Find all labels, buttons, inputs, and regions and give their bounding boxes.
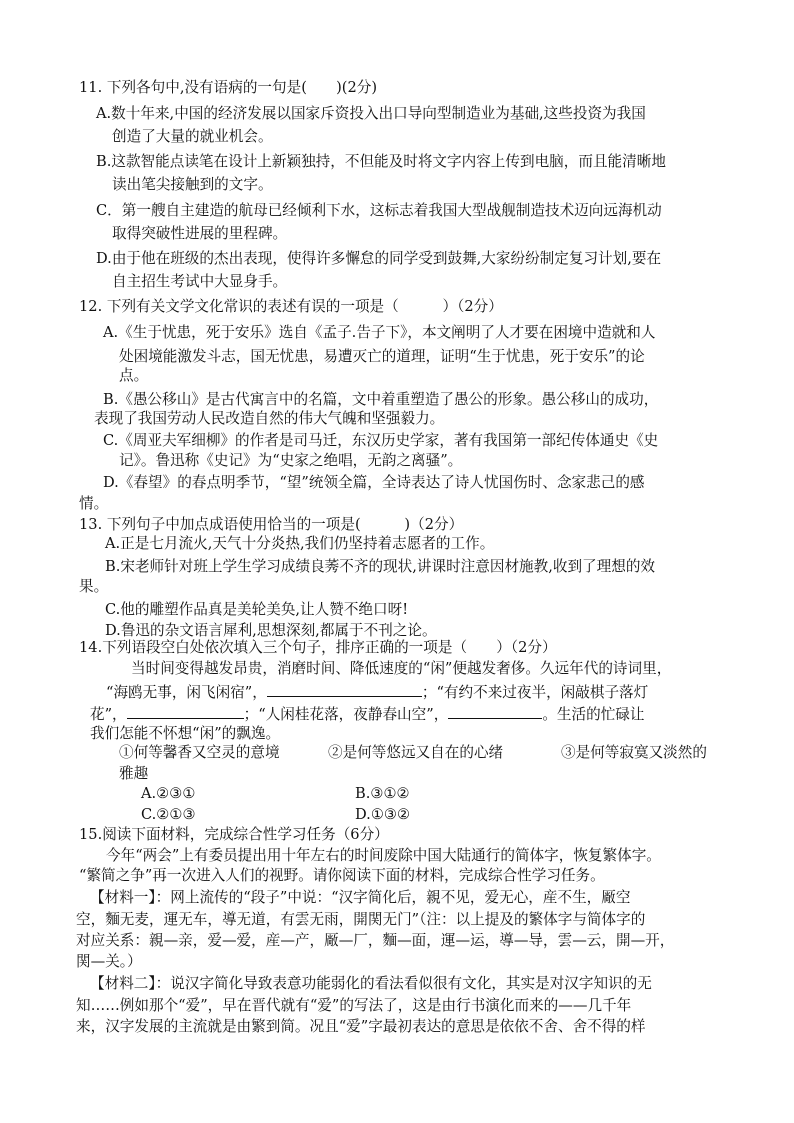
question-15-stem: 15.阅读下面材料，完成综合性学习任务（6分） <box>79 826 389 843</box>
q12-option-d-line1: D.《春望》的春点明季节，“望”统领全篇，全诗表达了诗人忧国伤时、念家悲己的感 <box>103 474 645 491</box>
q14-passage-text: “海鸥无事，闲飞闲宿”， <box>106 684 267 701</box>
answer-blank-2[interactable] <box>127 703 244 719</box>
q11-option-c-line1: C．第一艘自主建造的航母已经倾利下水，这标志着我国大型战舰制造技术迈向远海机动 <box>96 202 662 219</box>
material-1-line2: 空，麵无麦，運无车，導无道，有雲无雨，開関无门”（注：以上提及的繁体字与简体字的 <box>76 911 646 928</box>
q14-sentence-3: ③是何等寂寞又淡然的 <box>561 744 707 761</box>
question-12-stem: 12. 下列有关文学文化常识的表述有误的一项是（ ）（2分） <box>79 298 503 315</box>
q13-option-d: D.鲁迅的杂文语言犀利,思想深刻,都属于不刊之论。 <box>105 622 437 639</box>
q14-passage-line1: 当时间变得越发昂贵，消磨时间、降低速度的“闲”便越发奢侈。久远年代的诗词里， <box>131 660 672 677</box>
q11-option-d-line1: D.由于他在班级的杰出表现，使得许多懈怠的同学受到鼓舞,大家纷纷制定复习计划,要在 <box>96 250 662 267</box>
material-2-line2: 知……例如那个“爱”，早在晋代就有“爱”的写法了，这是由行书演化而来的——几千年 <box>76 997 632 1014</box>
q12-option-a-line3: 点。 <box>119 367 149 384</box>
q12-option-a-line2: 处困境能激发斗志，国无忧患，易遭灭亡的道理，证明“生于忧患，死于安乐”的论 <box>119 348 645 365</box>
q15-intro-line1: 今年“两会”上有委员提出用十年左右的时间废除中国大陆通行的简体字，恢复繁体字。 <box>106 847 661 864</box>
q13-option-c: C.他的雕塑作品真是美轮美奂,让人赞不绝口呀! <box>105 601 409 618</box>
question-14-stem: 14.下列语段空白处依次填入三个句子，排序正确的一项是（ ）（2分） <box>79 639 557 656</box>
q12-option-b-line2: 表现了我国劳动人民改造自然的伟大气魄和坚强毅力。 <box>94 410 445 427</box>
q11-option-d-line2: 自主招生考试中大显身手。 <box>112 273 288 290</box>
q12-option-b-line1: B.《愚公移山》是古代寓言中的名篇，文中着重塑造了愚公的形象。愚公移山的成功， <box>103 391 659 408</box>
answer-blank-3[interactable] <box>448 703 542 719</box>
material-1-line4: 関—关。） <box>76 953 142 970</box>
material-1-line3: 对应关系：親—亲，爱—爱，産—产，厰—厂，麵—面，運—运，導—导，雲—云，開—开， <box>76 932 675 949</box>
q14-choice-b: B.③①② <box>355 785 410 802</box>
q13-option-a: A.正是七月流火,天气十分炎热,我们仍坚持着志愿者的工作。 <box>105 535 495 552</box>
q14-choice-a: A.②③① <box>141 785 196 802</box>
q15-intro-line2: “繁简之争”再一次进入人们的视野。请你阅读下面的材料，完成综合性学习任务。 <box>79 867 605 884</box>
q11-option-c-line2: 取得突破性进展的里程碑。 <box>112 225 288 242</box>
question-13-stem: 13. 下列句子中加点成语使用恰当的一项是( )（2分） <box>79 516 464 533</box>
q14-sentence-3-cont: 雅趣 <box>119 765 149 782</box>
q11-option-b-line2: 读出笔尖接触到的文字。 <box>112 176 273 193</box>
q11-option-b-line1: B.这款智能点读笔在设计上新颖独持，不但能及时将文字内容上传到电脑，而且能清晰地 <box>96 153 666 170</box>
q14-passage-line2 <box>106 681 648 703</box>
material-1-line1: 【材料一】：网上流传的“段子”中说：“汉字简化后，親不见，爱无心，産不生，厰空 <box>90 889 631 906</box>
q14-choice-d: D.①③② <box>355 806 411 823</box>
q13-option-b-line1: B.宋老师针对班上学生学习成绩良莠不齐的现状,讲课时注意因材施教,收到了理想的效 <box>105 558 656 575</box>
q12-option-c-line2: 记》。鲁迅称《史记》为“史家之绝唱，无韵之离骚”。 <box>119 452 463 469</box>
q11-option-a-line2: 创造了大量的就业机会。 <box>112 128 273 145</box>
q13-option-b-line2: 果。 <box>79 578 109 595</box>
answer-blank-1[interactable] <box>267 681 422 697</box>
q14-passage-text: 花”， <box>90 706 127 723</box>
q12-option-d-line2: 情。 <box>79 495 109 512</box>
q14-passage-text: ；“人闲桂花落，夜静春山空”， <box>243 706 449 723</box>
q14-sentence-1: ①何等馨香又空灵的意境 <box>119 744 280 761</box>
q11-option-a-line1: A.数十年来,中国的经济发展以国家斥资投入出口导向型制造业为基础,这些投资为我国 <box>96 105 646 122</box>
q14-passage-line3 <box>90 703 644 725</box>
q14-choice-c: C.②①③ <box>141 806 196 823</box>
q14-passage-text: ；“有约不来过夜半，闲敲棋子落灯 <box>421 684 649 701</box>
question-11-stem: 11. 下列各句中,没有语病的一句是( )(2分) <box>79 79 378 96</box>
material-2-line3: 来，汉字发展的主流就是由繁到简。况且“爱”字最初表达的意思是依依不舍、舍不得的样 <box>76 1018 646 1035</box>
q14-passage-text: 。生活的忙碌让 <box>542 706 645 723</box>
q12-option-a-line1: A.《生于忧患，死于安乐》选自《孟子.告子下》，本文阐明了人才要在困境中造就和人 <box>103 324 656 341</box>
q14-sentence-2: ②是何等悠远又自在的心绪 <box>328 744 504 761</box>
q12-option-c-line1: C.《周亚夫军细柳》的作者是司马迁，东汉历史学家，著有我国第一部纪传体通史《史 <box>103 432 659 449</box>
material-2-line1: 【材料二】：说汉字简化导致表意功能弱化的看法看似很有文化，其实是对汉字知识的无 <box>90 975 652 992</box>
q14-passage-line4: 我们怎能不怀想“闲”的飘逸。 <box>90 725 281 742</box>
